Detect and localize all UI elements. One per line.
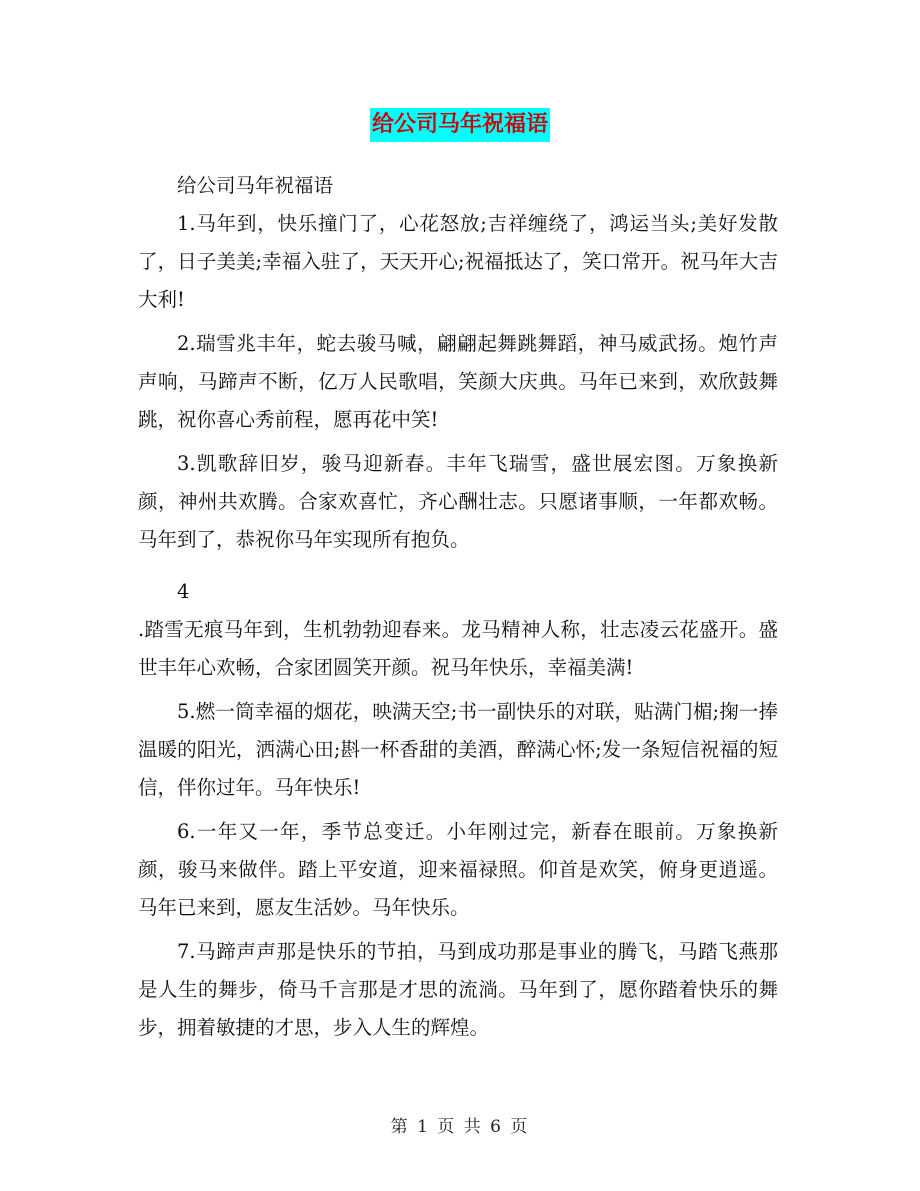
- document-title: 给公司马年祝福语: [370, 108, 550, 142]
- paragraph-4-number: 4: [177, 580, 190, 603]
- paragraph-7: 7.马蹄声声那是快乐的节拍，马到成功那是事业的腾飞，马踏飞燕那是人生的舞步，倚马千言那是才思的流淌。马年到了，愿你踏着快乐的舞步，拥着敏捷的才思，步入人生的辉煌。: [138, 940, 778, 1039]
- title-container: [0, 108, 920, 142]
- page-footer: 第 1 页 共 6 页: [390, 1117, 530, 1137]
- paragraph-4-text: .踏雪无痕马年到，生机勃勃迎春来。龙马精神人称，壮志凌云花盛开。盛世丰年心欢畅，合家团圆笑开颜。祝马年快乐，幸福美满!: [138, 618, 778, 679]
- paragraph-5: 5.燃一筒幸福的烟花，映满天空;书一副快乐的对联，贴满门楣;掬一捧温暖的阳光，洒满心田;斟一杯香甜的美酒，醉满心怀;发一条短信祝福的短信，伴你过年。马年快乐!: [138, 700, 778, 799]
- document-subtitle: 给公司马年祝福语: [177, 174, 334, 197]
- paragraph-3: 3.凯歌辞旧岁，骏马迎新春。丰年飞瑞雪，盛世展宏图。万象换新颜，神州共欢腾。合家欢喜忙，齐心酬壮志。只愿诸事顺，一年都欢畅。马年到了，恭祝你马年实现所有抱负。: [138, 452, 778, 551]
- paragraph-6: 6.一年又一年，季节总变迁。小年刚过完，新春在眼前。万象换新颜，骏马来做伴。踏上平安道，迎来福禄照。仰首是欢笑，俯身更逍遥。马年已来到，愿友生活妙。马年快乐。: [138, 820, 778, 919]
- document-body: [138, 167, 778, 1053]
- paragraph-1: 1.马年到，快乐撞门了，心花怒放;吉祥缠绕了，鸿运当头;美好发散了，日子美美;幸福入驻了，天天开心;祝福抵达了，笑口常开。祝马年大吉大利!: [138, 212, 778, 311]
- paragraph-2: 2.瑞雪兆丰年，蛇去骏马喊，翩翩起舞跳舞蹈，神马威武扬。炮竹声声响，马蹄声不断，亿万人民歌唱，笑颜大庆典。马年已来到，欢欣鼓舞跳，祝你喜心秀前程，愿再花中笑!: [138, 332, 778, 431]
